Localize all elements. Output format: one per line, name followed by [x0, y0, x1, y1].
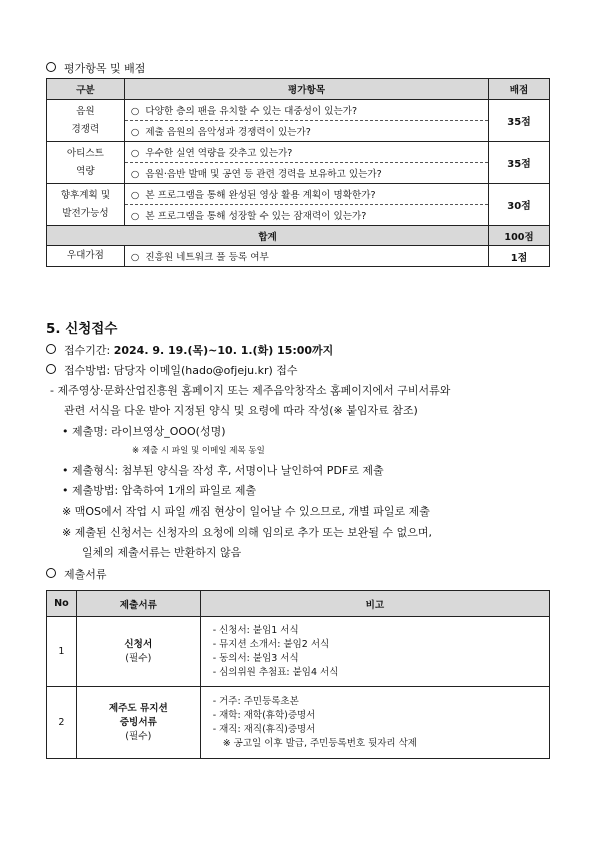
criteria-text: 음원·음반 발매 및 공연 등 관련 경력을 보유하고 있는가? — [145, 169, 382, 180]
circle-bullet-icon — [46, 344, 56, 354]
item-marker: ○ — [130, 169, 140, 180]
col-header-no: No — [47, 591, 77, 617]
document-required: (필수) — [125, 652, 152, 664]
document-required: (필수) — [125, 730, 152, 742]
category-cell — [47, 142, 125, 184]
document-name: 신청서 — [124, 638, 153, 650]
category-text: 아티스트 — [66, 147, 104, 159]
bonus-category: 우대가점 — [47, 246, 125, 267]
period-value: 2024. 9. 19.(목)~10. 1.(화) 15:00까지 — [113, 344, 334, 357]
note-item: - 심의위원 추첨표: 붙임4 서식 — [212, 666, 339, 678]
category-cell — [47, 100, 125, 142]
criteria-item — [124, 163, 488, 184]
item-marker: ○ — [130, 190, 140, 201]
bonus-text: 진흥원 네트워크 풀 등록 여부 — [145, 252, 269, 263]
description-line-2: 관련 서식을 다운 받아 지정된 양식 및 요령에 따라 작성(※ 붙임자료 참조) — [64, 404, 418, 417]
document-name-cell — [76, 617, 200, 687]
eval-table — [46, 78, 550, 267]
criteria-item — [124, 142, 488, 163]
bonus-item — [124, 246, 488, 267]
col-header-notes: 비고 — [200, 591, 549, 617]
item-marker: ○ — [130, 252, 140, 263]
criteria-item — [124, 121, 488, 142]
submit-method-line: • 제출방법: 압축하여 1개의 파일로 제출 — [62, 484, 257, 497]
category-text: 경쟁력 — [71, 123, 100, 135]
note-line-3: 일체의 제출서류는 반환하지 않음 — [82, 546, 242, 559]
note-item: - 동의서: 붙임3 서식 — [212, 652, 299, 664]
note-item: - 재학: 재학(휴학)증명서 — [212, 709, 316, 721]
criteria-item — [124, 100, 488, 121]
note-line-1: ※ 맥OS에서 작업 시 파일 깨짐 현상이 일어날 수 있으므로, 개별 파일로 제출 — [62, 505, 430, 518]
notes-cell — [200, 687, 549, 759]
item-marker: ○ — [130, 127, 140, 138]
method-line — [46, 362, 298, 378]
section-title: 5. 신청접수 — [46, 321, 118, 337]
score-cell: 35점 — [489, 142, 550, 184]
note-item: ※ 공고일 이후 발급, 주민등록번호 뒷자리 삭제 — [222, 737, 417, 749]
eval-heading — [46, 60, 145, 76]
category-text: 향후계획 및 — [60, 189, 111, 201]
document-name: 제주도 뮤지션 — [108, 702, 168, 714]
filename-line: • 제출명: 라이브영상_OOO(성명) — [62, 425, 226, 438]
criteria-item — [124, 205, 488, 226]
bonus-score: 1점 — [489, 246, 550, 267]
total-score: 100점 — [489, 226, 550, 246]
score-cell: 30점 — [489, 184, 550, 226]
eval-heading-text: 평가항목 및 배점 — [64, 62, 146, 75]
criteria-text: 본 프로그램을 통해 완성된 영상 활용 계획이 명확한가? — [145, 190, 376, 201]
category-cell — [47, 184, 125, 226]
criteria-text: 다양한 층의 팬을 유치할 수 있는 대중성이 있는가? — [145, 106, 358, 117]
row-number: 2 — [47, 687, 77, 759]
item-marker: ○ — [130, 211, 140, 222]
criteria-text: 본 프로그램을 통해 성장할 수 있는 잠재력이 있는가? — [145, 211, 367, 222]
category-text: 음원 — [76, 105, 95, 117]
note-item: - 거주: 주민등록초본 — [212, 695, 299, 707]
circle-bullet-icon — [46, 568, 56, 578]
total-label: 합계 — [47, 226, 489, 246]
col-header-criteria: 평가항목 — [124, 79, 488, 100]
circle-bullet-icon — [46, 62, 56, 72]
item-marker: ○ — [130, 148, 140, 159]
score-cell: 35점 — [489, 100, 550, 142]
criteria-item — [124, 184, 488, 205]
format-line: • 제출형식: 첨부된 양식을 작성 후, 서명이나 날인하여 PDF로 제출 — [62, 464, 384, 477]
circle-bullet-icon — [46, 364, 56, 374]
note-line-2: ※ 제출된 신청서는 신청자의 요청에 의해 임의로 추가 또는 보완될 수 없으며, — [62, 526, 432, 539]
docs-heading — [46, 566, 107, 582]
category-text: 역량 — [76, 165, 95, 177]
method-text: 접수방법: 담당자 이메일(hado@ofjeju.kr) 접수 — [64, 364, 298, 377]
notes-cell — [200, 617, 549, 687]
filename-note: ※ 제출 시 파일 및 이메일 제목 동일 — [132, 446, 265, 456]
criteria-text: 제출 음원의 음악성과 경쟁력이 있는가? — [145, 127, 311, 138]
document-name: 증빙서류 — [119, 716, 157, 728]
note-item: - 재직: 재직(휴직)증명서 — [212, 723, 316, 735]
criteria-text: 우수한 실연 역량을 갖추고 있는가? — [145, 148, 293, 159]
documents-table — [46, 590, 550, 759]
col-header-category: 구분 — [47, 79, 125, 100]
col-header-document: 제출서류 — [76, 591, 200, 617]
item-marker: ○ — [130, 106, 140, 117]
category-text: 발전가능성 — [62, 207, 109, 219]
description-line-1: - 제주영상·문화산업진흥원 홈페이지 또는 제주음악창작소 홈페이지에서 구비서류와 — [50, 384, 451, 397]
note-item: - 뮤지션 소개서: 붙임2 서식 — [212, 638, 330, 650]
note-item: - 신청서: 붙임1 서식 — [212, 624, 299, 636]
document-name-cell — [76, 687, 200, 759]
period-label: 접수기간: — [64, 344, 114, 357]
row-number: 1 — [47, 617, 77, 687]
col-header-score: 배점 — [489, 79, 550, 100]
period-line — [46, 342, 333, 358]
docs-heading-text: 제출서류 — [64, 568, 107, 581]
